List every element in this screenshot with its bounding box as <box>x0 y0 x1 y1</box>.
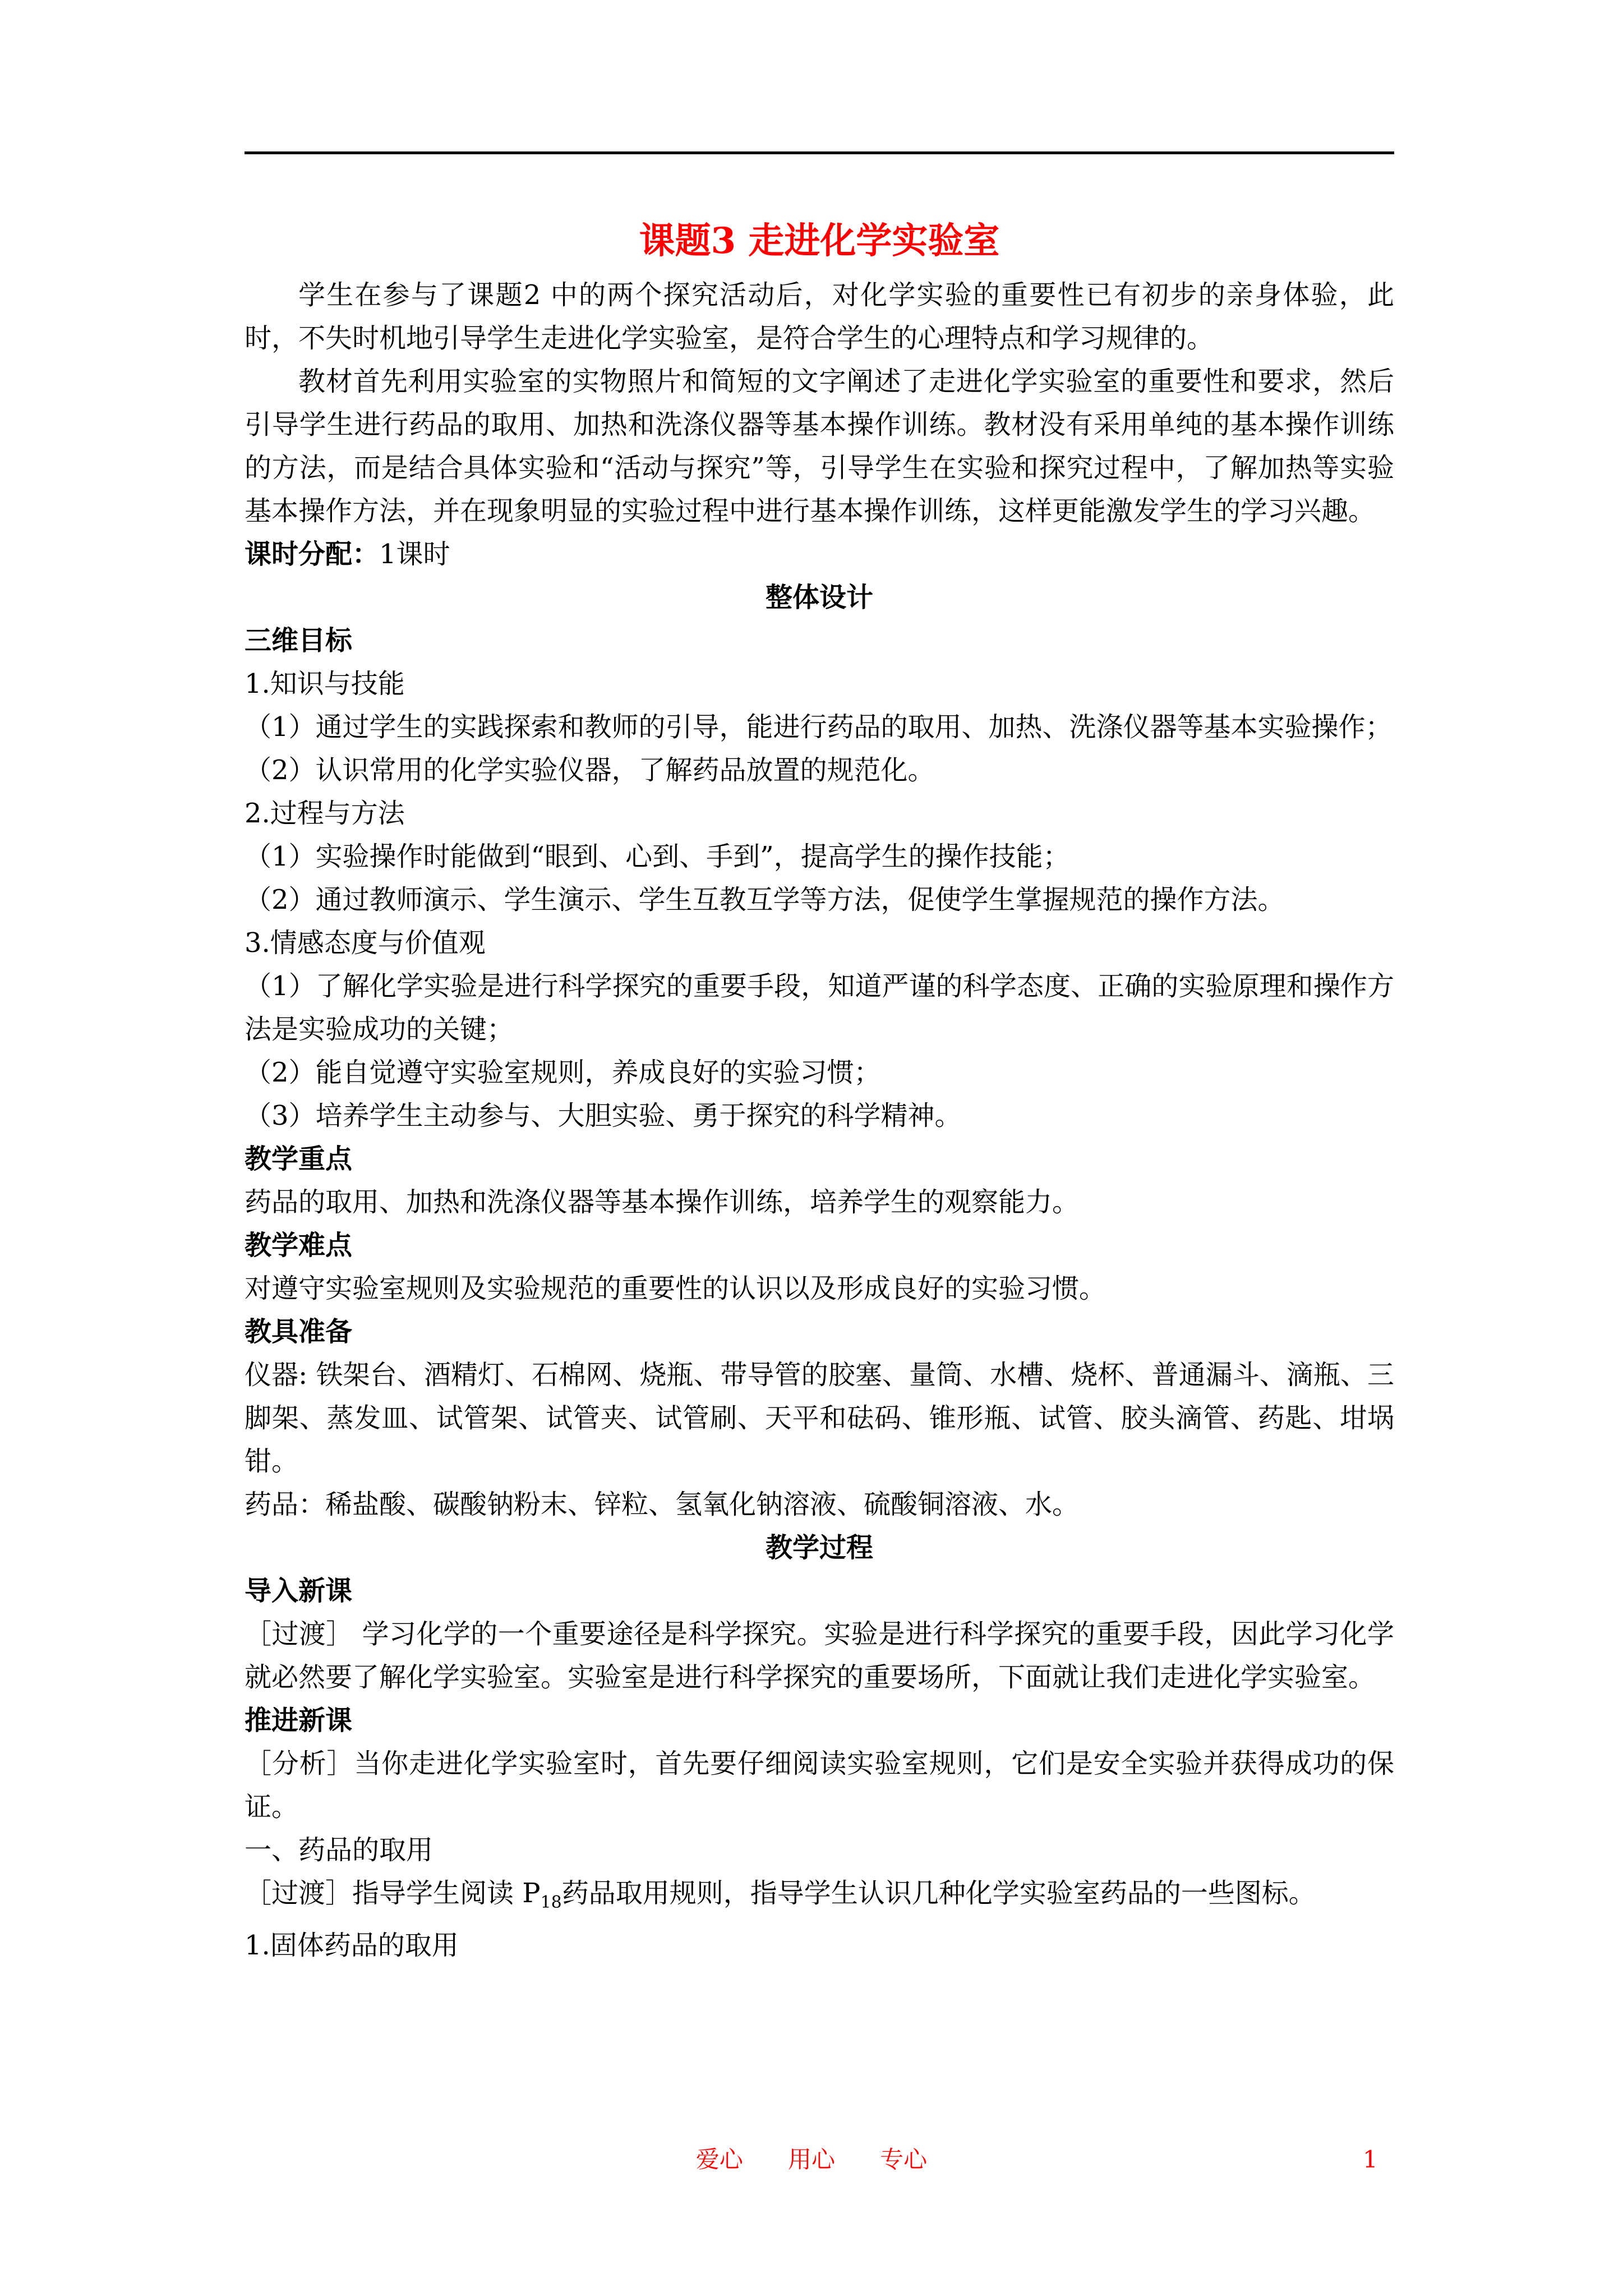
page-title: 课题3 走进化学实验室 <box>639 220 1000 262</box>
difficulties-text: 对遵守实验室规则及实验规范的重要性的认识以及形成良好的实验习惯。 <box>245 1273 1106 1304</box>
intro-lesson-heading: 导入新课 <box>245 1575 353 1607</box>
intro-paragraph-2: 教材首先利用实验室的实物照片和简短的文字阐述了走进化学实验室的重要性和要求，然后引导学生进行药品的取用、加热和洗涤仪器等基本操作训练。教材没有采用单纯的基本操作训练的方法，而是结合具体实验和“活动与探究”等，引导学生在实验和探究过程中，了解加热等实验基本操作方法，并在现象明显的实验过程中进行基本操作训练，这样更能激发学生的学习兴趣。 <box>245 366 1394 527</box>
process-item-1: （1）实验操作时能做到“眼到、心到、手到”，提高学生的操作技能； <box>245 841 1070 872</box>
knowledge-item-1: （1）通过学生的实践探索和教师的引导，能进行药品的取用、加热、洗涤仪器等基本实验操作； <box>245 711 1393 743</box>
process-section-heading: 教学过程 <box>765 1532 873 1563</box>
page-number: 1 <box>1363 2146 1378 2173</box>
key-points-text: 药品的取用、加热和洗涤仪器等基本操作训练，培养学生的观察能力。 <box>245 1186 1080 1218</box>
process-item-2: （2）通过教师演示、学生演示、学生互教互学等方法，促使学生掌握规范的操作方法。 <box>245 884 1285 915</box>
transition-subscript: 18 <box>540 1893 562 1912</box>
attitude-heading: 3.情感态度与价值观 <box>245 927 486 959</box>
transition-suffix: 药品取用规则，指导学生认识几种化学实验室药品的一些图标。 <box>561 1878 1316 1909</box>
class-hours-value: 1课时 <box>379 539 450 570</box>
key-points-heading: 教学重点 <box>245 1143 353 1175</box>
section-1-heading: 一、药品的取用 <box>245 1834 434 1866</box>
reagents-text: 药品：稀盐酸、碳酸钠粉末、锌粒、氢氧化钠溶液、硫酸铜溶液、水。 <box>245 1489 1080 1520</box>
transition-prefix: ［过渡］指导学生阅读 P <box>245 1878 541 1909</box>
transition-text <box>245 1872 1394 1924</box>
overall-design-heading: 整体设计 <box>765 582 873 613</box>
advance-lesson-heading: 推进新课 <box>245 1705 353 1736</box>
document-body <box>245 213 1394 1967</box>
process-heading: 2.过程与方法 <box>245 798 405 829</box>
knowledge-heading: 1.知识与技能 <box>245 668 405 700</box>
attitude-item-2: （2）能自觉遵守实验室规则，养成良好的实验习惯； <box>245 1057 881 1088</box>
intro-lesson-text: ［过渡］ 学习化学的一个重要途径是科学探究。实验是进行科学探究的重要手段，因此学习化学就必然要了解化学实验室。实验室是进行科学探究的重要场所，下面就让我们走进化学实验室。 <box>245 1618 1394 1693</box>
header-rule <box>245 151 1394 154</box>
class-hours-label: 课时分配： <box>245 539 380 570</box>
section-1-1-heading: 1.固体药品的取用 <box>245 1930 459 1961</box>
attitude-item-3: （3）培养学生主动参与、大胆实验、勇于探究的科学精神。 <box>245 1100 962 1131</box>
instruments-text: 仪器: 铁架台、酒精灯、石棉网、烧瓶、带导管的胶塞、量筒、水槽、烧杯、普通漏斗、滴瓶、三脚架、蒸发皿、试管架、试管夹、试管刷、天平和砝码、锥形瓶、试管、胶头滴管、药匙、坩埚钳。 <box>245 1359 1394 1477</box>
intro-paragraph-1: 学生在参与了课题2 中的两个探究活动后，对化学实验的重要性已有初步的亲身体验，此时，不失时机地引导学生走进化学实验室，是符合学生的心理特点和学习规律的。 <box>245 279 1394 354</box>
analysis-text: ［分析］当你走进化学实验室时，首先要仔细阅读实验室规则，它们是安全实验并获得成功的保证。 <box>245 1748 1394 1823</box>
preparation-heading: 教具准备 <box>245 1316 353 1347</box>
knowledge-item-2: （2）认识常用的化学实验仪器，了解药品放置的规范化。 <box>245 754 935 786</box>
attitude-item-1: （1）了解化学实验是进行科学探究的重要手段，知道严谨的科学态度、正确的实验原理和操作方法是实验成功的关键； <box>245 970 1394 1045</box>
footer-motto: 爱心 用心 专心 <box>695 2146 928 2173</box>
difficulties-heading: 教学难点 <box>245 1230 353 1261</box>
class-hours <box>245 533 1394 576</box>
objectives-heading: 三维目标 <box>245 625 353 656</box>
